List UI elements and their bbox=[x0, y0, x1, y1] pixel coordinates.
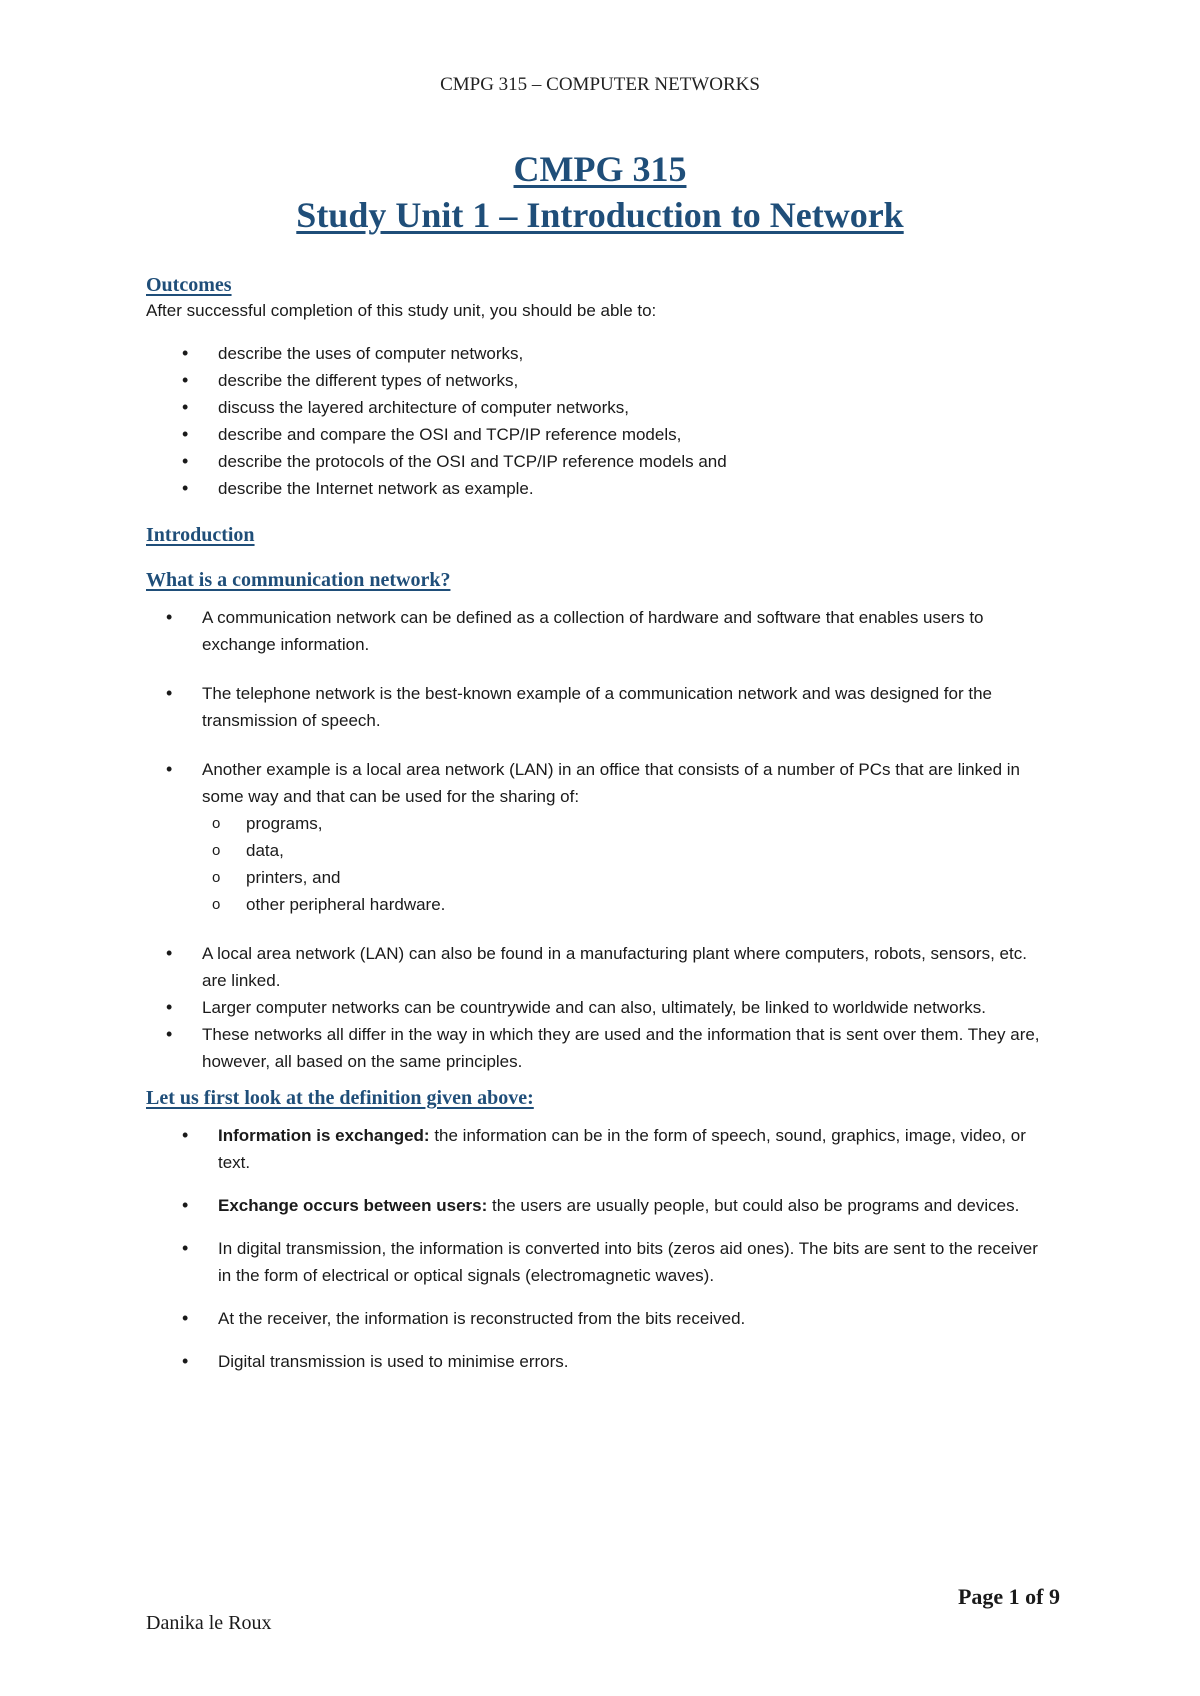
list-item: • At the receiver, the information is reconstructed from the bits received. bbox=[146, 1305, 1046, 1332]
list-item: • Information is exchanged: the information can be in the form of speech, sound, graphics, image, video, or text. bbox=[146, 1122, 1046, 1176]
list-item: • describe the protocols of the OSI and TCP/IP reference models and bbox=[146, 448, 1046, 475]
list-item: o printers, and bbox=[146, 864, 1046, 891]
list-item: • In digital transmission, the information is converted into bits (zeros aid ones). The bits are sent to the receiver in the form of electrical or optical signals (electromagnetic waves). bbox=[146, 1235, 1046, 1289]
list-item: • Another example is a local area network (LAN) in an office that consists of a number of PCs that are linked in some way and that can be used for the sharing of: bbox=[146, 756, 1046, 810]
outcomes-intro: After successful completion of this study unit, you should be able to: bbox=[146, 301, 657, 320]
comm-network-more-list bbox=[146, 940, 1046, 1075]
page-number: Page 1 of 9 bbox=[957, 1584, 1060, 1609]
running-header: CMPG 315 – COMPUTER NETWORKS bbox=[440, 74, 760, 95]
outcomes-heading: Outcomes bbox=[146, 274, 232, 296]
list-item: • Exchange occurs between users: the users are usually people, but could also be programs and devices. bbox=[146, 1192, 1046, 1219]
list-item: • describe the uses of computer networks, bbox=[146, 340, 1046, 367]
list-item: • A communication network can be defined as a collection of hardware and software that enables users to exchange information. bbox=[146, 604, 1046, 658]
outcomes-list bbox=[146, 340, 1046, 502]
list-item: • The telephone network is the best-known example of a communication network and was designed for the transmission of speech. bbox=[146, 680, 1046, 734]
list-item: • Digital transmission is used to minimise errors. bbox=[146, 1348, 1046, 1375]
item-bold-lead: Information is exchanged: bbox=[218, 1126, 430, 1145]
item-bold-lead: Exchange occurs between users: bbox=[218, 1196, 488, 1215]
comm-network-heading: What is a communication network? bbox=[146, 569, 451, 591]
list-item: • Larger computer networks can be countrywide and can also, ultimately, be linked to worldwide networks. bbox=[146, 994, 1046, 1021]
author-footer: Danika le Roux bbox=[146, 1612, 272, 1634]
title-study-unit: Study Unit 1 – Introduction to Network bbox=[296, 195, 904, 235]
list-item: • describe the different types of networks, bbox=[146, 367, 1046, 394]
title-course-code: CMPG 315 bbox=[513, 149, 687, 189]
list-item: • A local area network (LAN) can also be found in a manufacturing plant where computers, robots, sensors, etc. are linked. bbox=[146, 940, 1046, 994]
introduction-heading: Introduction bbox=[146, 524, 255, 546]
document-body bbox=[146, 274, 1046, 1391]
list-item: • These networks all differ in the way in which they are used and the information that is sent over them. They are, however, all based on the same principles. bbox=[146, 1021, 1046, 1075]
definition-heading: Let us first look at the definition given above: bbox=[146, 1087, 534, 1109]
definition-list bbox=[146, 1122, 1046, 1375]
list-item: o other peripheral hardware. bbox=[146, 891, 1046, 918]
list-item: • describe the Internet network as example. bbox=[146, 475, 1046, 502]
list-item: o data, bbox=[146, 837, 1046, 864]
document-title bbox=[0, 146, 1200, 238]
list-item: • describe and compare the OSI and TCP/IP reference models, bbox=[146, 421, 1046, 448]
comm-network-list bbox=[146, 604, 1046, 810]
sharing-sublist bbox=[146, 810, 1046, 918]
list-item: • discuss the layered architecture of computer networks, bbox=[146, 394, 1046, 421]
list-item: o programs, bbox=[146, 810, 1046, 837]
